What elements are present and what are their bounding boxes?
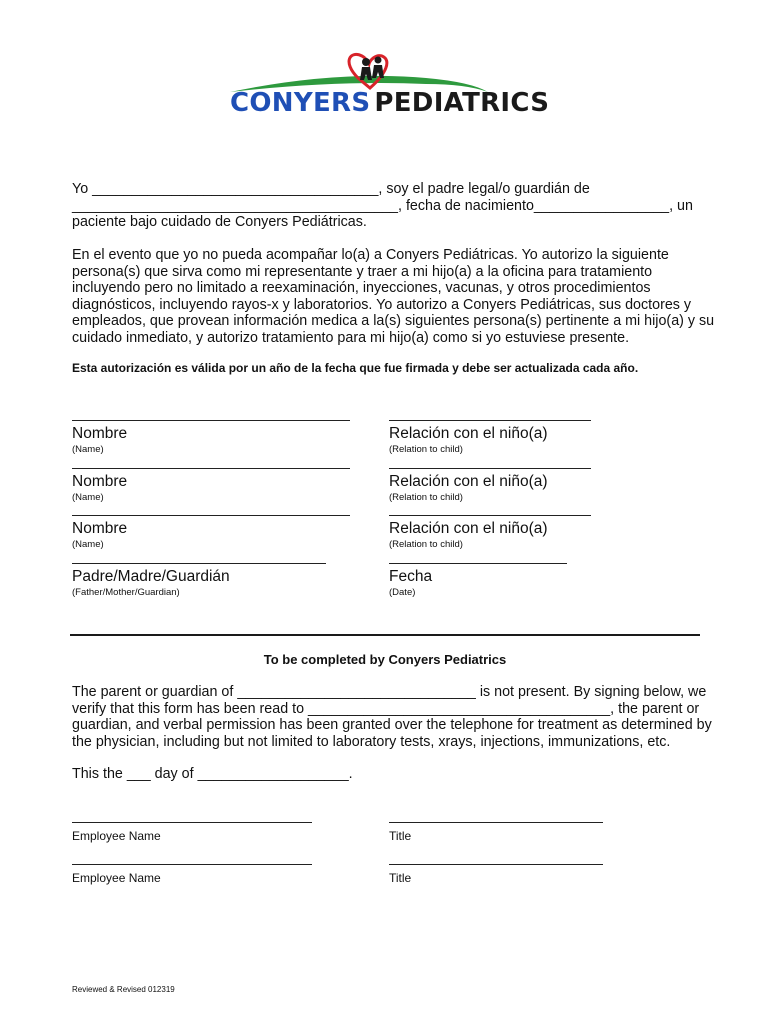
date-field[interactable]	[389, 563, 567, 598]
signature-line[interactable]	[72, 563, 326, 564]
office-line: the physician, including but not limited to laboratory tests, xrays, injections, immunizations, etc.	[72, 733, 671, 750]
signature-line[interactable]	[389, 563, 567, 564]
office-paragraph	[72, 684, 712, 750]
relation-signature-field[interactable]	[389, 468, 591, 503]
field-sublabel: (Relation to child)	[389, 444, 463, 455]
relation-signature-field[interactable]	[389, 515, 591, 550]
signature-line[interactable]	[72, 468, 350, 469]
signature-line[interactable]	[72, 420, 350, 421]
section-divider	[70, 634, 700, 636]
authorization-line: empleados, que provean información medica a la(s) siguientes persona(s) pertinente a mi hijo(a) y su	[72, 313, 715, 330]
guardian-signature-field[interactable]	[72, 563, 326, 598]
signature-line[interactable]	[389, 822, 603, 823]
field-label: Nombre	[72, 425, 128, 442]
authorization-line: En el evento que yo no pueda acompañar lo(a) a Conyers Pediátricas. Yo autorizo la siguiente	[72, 247, 669, 263]
field-label: Nombre	[72, 520, 128, 537]
logo-word-conyers: CONYERS	[230, 88, 371, 118]
signature-line[interactable]	[72, 515, 350, 516]
signature-line[interactable]	[389, 420, 591, 421]
field-sublabel: (Name)	[72, 492, 104, 503]
name-signature-field[interactable]	[72, 468, 350, 503]
employee-title-field[interactable]	[389, 822, 603, 843]
relation-signature-field[interactable]	[389, 420, 591, 455]
name-signature-field[interactable]	[72, 515, 350, 550]
employee-name-field[interactable]	[72, 864, 312, 885]
authorization-line: persona(s) que sirva como mi representante y traer a mi hijo(a) a la oficina para tratamiento	[72, 263, 653, 280]
intro-line: _________________________________________, fecha de nacimiento_________________, un	[72, 197, 693, 214]
field-label: Relación con el niño(a)	[389, 473, 548, 490]
field-label: Relación con el niño(a)	[389, 425, 548, 442]
office-section-title: To be completed by Conyers Pediatrics	[263, 652, 507, 667]
field-label: Relación con el niño(a)	[389, 520, 548, 537]
name-signature-field[interactable]	[72, 420, 350, 455]
field-label: Fecha	[389, 568, 433, 585]
day-line	[72, 766, 702, 783]
employee-name-field[interactable]	[72, 822, 312, 843]
intro-paragraph	[72, 181, 702, 231]
field-label: Employee Name	[72, 871, 161, 885]
field-sublabel: (Relation to child)	[389, 539, 463, 550]
field-label: Title	[389, 871, 412, 885]
signature-line[interactable]	[389, 864, 603, 865]
field-sublabel: (Father/Mother/Guardian)	[72, 587, 180, 598]
signature-line[interactable]	[72, 822, 312, 823]
employee-title-field[interactable]	[389, 864, 603, 885]
field-label: Employee Name	[72, 829, 161, 843]
field-label: Padre/Madre/Guardián	[72, 568, 230, 585]
signature-line[interactable]	[389, 515, 591, 516]
intro-line: paciente bajo cuidado de Conyers Pediátricas.	[72, 214, 367, 231]
field-sublabel: (Relation to child)	[389, 492, 463, 503]
field-sublabel: (Name)	[72, 539, 104, 550]
field-sublabel: (Name)	[72, 444, 104, 455]
authorization-line: incluyendo pero no limitado a reexaminación, inyecciones, vacunas, y otros procedimientos	[72, 280, 651, 297]
day-line-text: This the ___ day of ___________________.	[72, 766, 353, 782]
authorization-paragraph	[72, 247, 715, 347]
intro-line: Yo ____________________________________, soy el padre legal/o guardián de	[72, 181, 590, 197]
signature-line[interactable]	[72, 864, 312, 865]
conyers-pediatrics-logo	[226, 48, 550, 128]
field-label: Title	[389, 829, 412, 843]
office-line: verify that this form has been read to ______________________________________, the parent or	[72, 700, 700, 717]
office-line: The parent or guardian of ______________________________ is not present. By signing below, we	[72, 684, 707, 700]
authorization-line: cuidado inmediato, y autorizo tratamiento para mi hijo(a) como si yo estuviese presente.	[72, 329, 630, 346]
signature-line[interactable]	[389, 468, 591, 469]
field-label: Nombre	[72, 473, 128, 490]
office-line: guardian, and verbal permission has been granted over the telephone for treatment as determined by	[72, 717, 712, 734]
revision-footer: Reviewed & Revised 012319	[72, 985, 175, 994]
authorization-line: diagnósticos, incluyendo rayos-x y laboratorios. Yo autorizo a Conyers Pediátricas, sus doctores y	[72, 296, 692, 313]
field-sublabel: (Date)	[389, 587, 416, 598]
validity-note: Esta autorización es válida por un año de la fecha que fue firmada y debe ser actualizada cada año.	[72, 361, 639, 375]
logo-word-pediatrics: PEDIATRICS	[374, 88, 550, 118]
